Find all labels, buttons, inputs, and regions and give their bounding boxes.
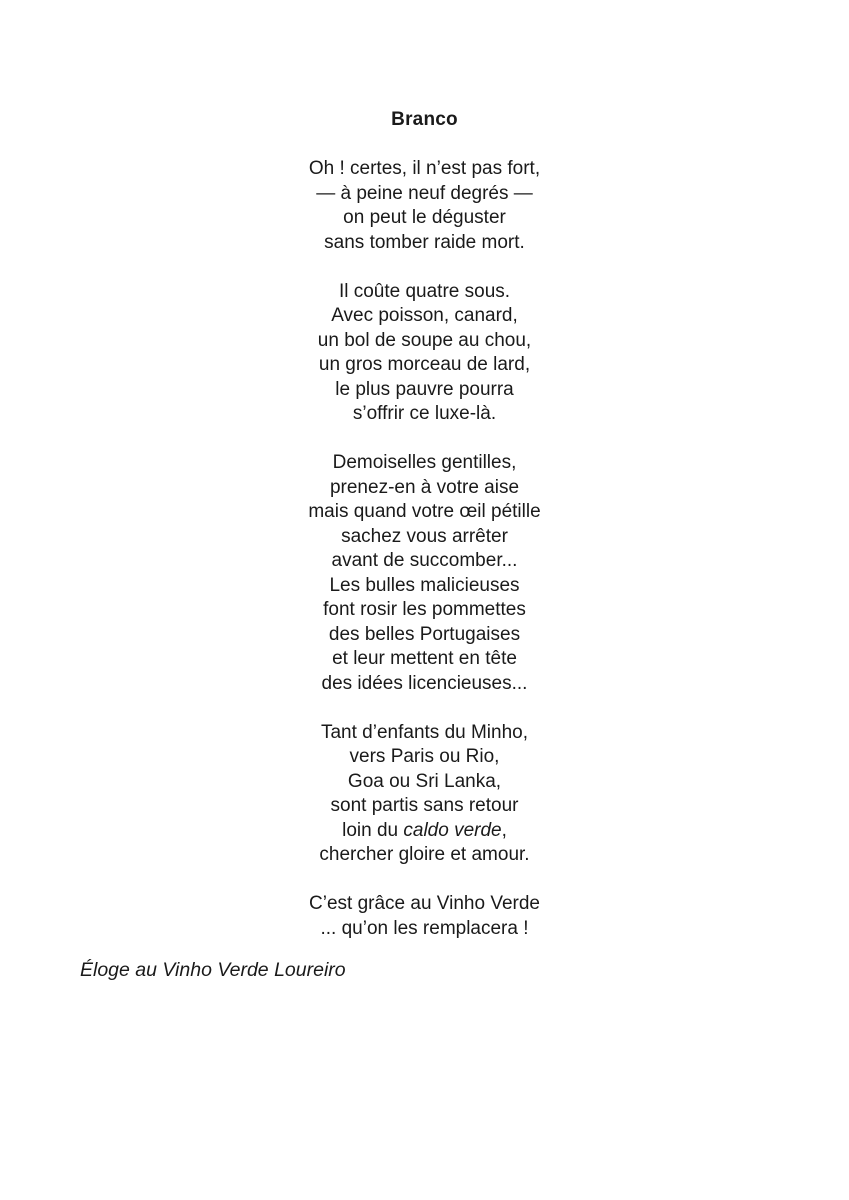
poem-stanzas xyxy=(0,157,849,941)
poem-line: on peut le déguster xyxy=(343,207,506,228)
stanza xyxy=(0,280,849,427)
poem-line: vers Paris ou Rio, xyxy=(349,746,500,767)
poem-line: font rosir les pommettes xyxy=(323,599,526,620)
poem-line: sachez vous arrêter xyxy=(341,525,508,547)
stanza xyxy=(0,157,849,255)
poem-line: un bol de soupe au chou, xyxy=(317,329,532,351)
poem-line: et leur mettent en tête xyxy=(332,648,517,669)
poem-line: sont partis sans retour xyxy=(330,795,519,816)
poem-line: un gros morceau de lard, xyxy=(318,354,531,375)
poem-line: Oh ! certes, il n’est pas fort, xyxy=(308,158,541,179)
poem-line: des belles Portugaises xyxy=(328,623,521,645)
poem-line xyxy=(0,819,849,844)
stanza xyxy=(0,451,849,696)
poem-line: Les bulles malicieuses xyxy=(329,574,520,596)
stanza xyxy=(0,892,849,941)
poem-line: Tant d’enfants du Minho, xyxy=(320,721,529,743)
poem-line: Demoiselles gentilles, xyxy=(332,452,517,473)
poem-line-italic-segment: caldo verde xyxy=(403,819,502,841)
poem-line: prenez-en à votre aise xyxy=(329,476,520,498)
poem-line: avant de succomber... xyxy=(331,550,518,571)
poem-line: des idées licencieuses... xyxy=(321,672,528,694)
poem-line: Avec poisson, canard, xyxy=(331,305,518,326)
stanza xyxy=(0,721,849,868)
poem-line-segment: , xyxy=(501,819,507,841)
poem-line: Goa ou Sri Lanka, xyxy=(347,770,502,792)
poem-caption: Éloge au Vinho Verde Loureiro xyxy=(80,959,346,981)
poem-line: mais quand votre œil pétille xyxy=(308,501,541,522)
poem-line: C’est grâce au Vinho Verde xyxy=(309,893,540,914)
poem-line-segment: loin du xyxy=(342,819,404,841)
poem-line: le plus pauvre pourra xyxy=(335,378,514,400)
poem-line: sans tomber raide mort. xyxy=(324,231,525,253)
poem-title: Branco xyxy=(391,109,458,130)
poem-line: s’offrir ce luxe-là. xyxy=(352,403,497,424)
poem-line: ... qu’on les remplacera ! xyxy=(320,917,529,939)
poem-line: Il coûte quatre sous. xyxy=(338,280,511,302)
poem-line: — à peine neuf degrés — xyxy=(316,182,533,204)
poem-line: chercher gloire et amour. xyxy=(319,844,530,865)
